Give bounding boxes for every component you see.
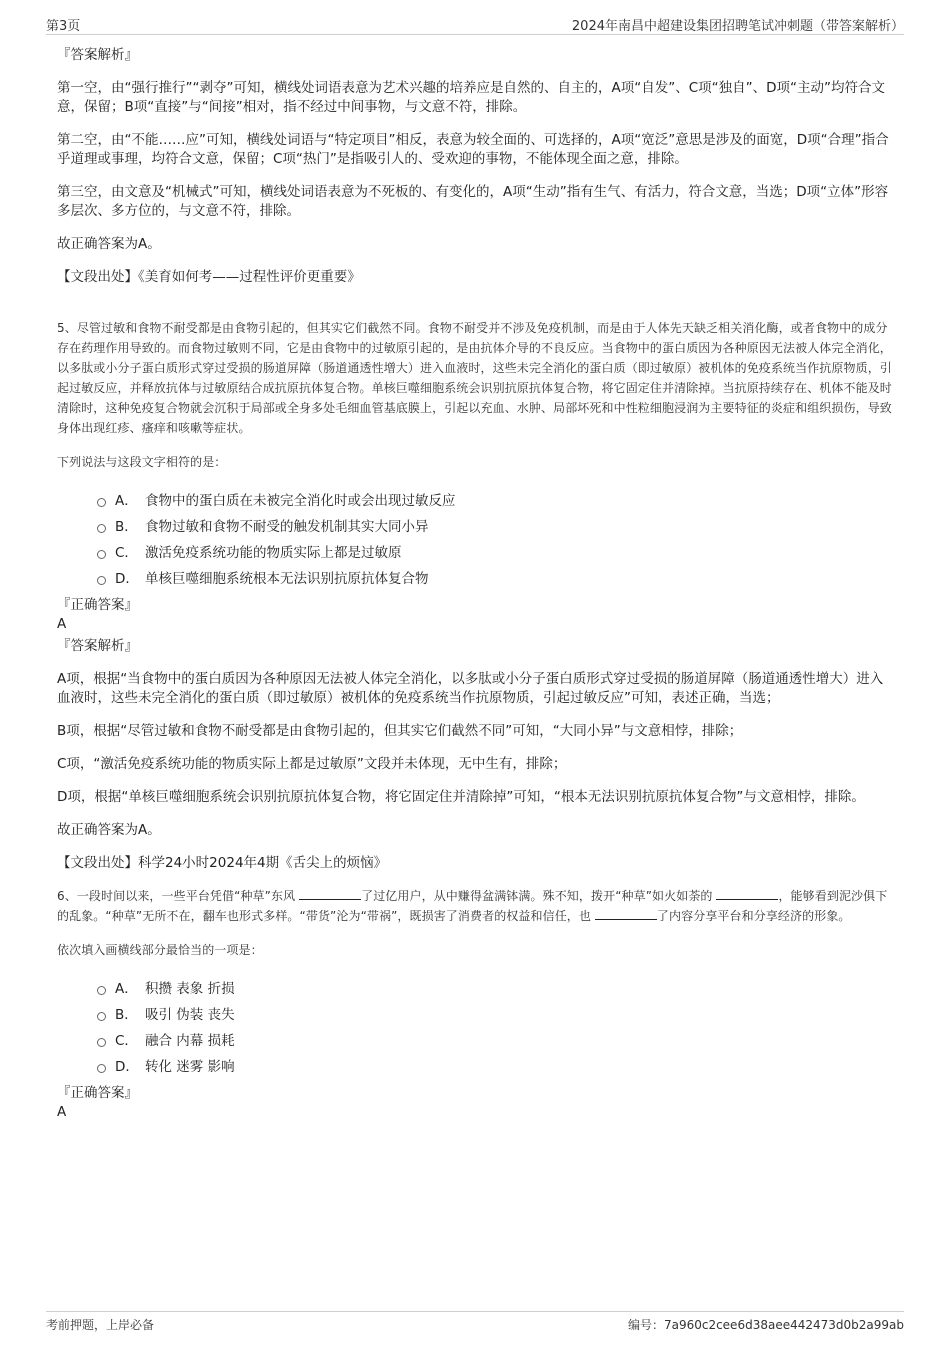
option-text: 吸引 伪装 丧失 — [145, 1007, 235, 1023]
analysis-paragraph: D项，根据“单核巨噬细胞系统会识别抗原抗体复合物，将它固定住并清除掉”可知，“根本无法识别抗原抗体复合物”与文意相悖，排除。 — [57, 789, 865, 805]
radio-icon[interactable] — [97, 524, 106, 533]
option-c[interactable] — [57, 540, 893, 566]
passage-text: 6、一段时间以来，一些平台凭借“种草”东风 — [57, 889, 300, 903]
correct-answer-tag: 『正确答案』 — [57, 1085, 138, 1101]
page-content — [57, 46, 893, 1122]
option-letter: D． — [115, 1059, 139, 1075]
correct-answer: A — [57, 616, 67, 632]
option-letter: A． — [115, 493, 138, 509]
option-letter: B． — [115, 519, 138, 535]
option-text: 积攒 表象 折损 — [145, 981, 235, 997]
question-5-passage: 5、尽管过敏和食物不耐受都是由食物引起的，但其实它们截然不同。食物不耐受并不涉及免疫机制，而是由于人体先天缺乏相关消化酶，或者食物中的成分存在药理作用导致的。而食物过敏则不同，它是由食物中的过敏原引起的，是由抗体介导的不良反应。当食物中的蛋白质因为各种原因无法被人体完全消化，以多肽或小分子蛋白质形式穿过受损的肠道屏障（肠道通透性增大）进入血液时，这些未完全消化的蛋白质（即过敏原）被机体的免疫系统当作抗原物质，引起过敏反应，并释放抗体与过敏原结合成抗原抗体复合物。单核巨噬细胞系统会识别抗原抗体复合物，将它固定住并清除掉。当抗原持续存在、机体不能及时清除时，这种免疫复合物就会沉积于局部或全身多处毛细血管基底膜上，引起以充血、水肿、局部坏死和中性粒细胞浸润为主要特征的炎症和组织损伤，导致身体出现红疹、瘙痒和咳嗽等症状。 — [57, 321, 892, 435]
option-b[interactable] — [57, 1002, 893, 1028]
radio-icon[interactable] — [97, 498, 106, 507]
question-5-prompt: 下列说法与这段文字相符的是： — [57, 455, 227, 469]
fill-blank-3 — [595, 907, 657, 920]
radio-icon[interactable] — [97, 1012, 106, 1021]
radio-icon[interactable] — [97, 1038, 106, 1047]
question-6-passage — [57, 886, 893, 926]
option-d[interactable] — [57, 1054, 893, 1080]
option-text: 融合 内幕 损耗 — [145, 1033, 235, 1049]
page-header — [46, 12, 904, 35]
option-a[interactable] — [57, 488, 893, 514]
passage-text: 了过亿用户，从中赚得盆满钵满。殊不知，拨开“种草”如火如荼的 — [361, 889, 717, 903]
passage-text: 了内容分享平台和分享经济的形象。 — [656, 909, 851, 923]
document-title: 2024年南昌中超建设集团招聘笔试冲刺题（带答案解析） — [571, 19, 904, 34]
final-answer-line: 故正确答案为A。 — [57, 236, 161, 252]
question-6-options — [57, 976, 893, 1080]
page-number: 第3页 — [46, 19, 81, 34]
analysis-paragraph: A项，根据“当食物中的蛋白质因为各种原因无法被人体完全消化，以多肽或小分子蛋白质形式穿过受损的肠道屏障（肠道通透性增大）进入血液时，这些未完全消化的蛋白质（即过敏原）被机体的免疫系统当作抗原物质，引起过敏反应”可知，表述正确，当选； — [57, 671, 884, 706]
option-letter: B． — [115, 1007, 138, 1023]
document-code: 编号：7a960c2cee6d38aee442473d0b2a99ab — [627, 1318, 904, 1332]
correct-answer-tag: 『正确答案』 — [57, 597, 138, 613]
correct-answer: A — [57, 1104, 67, 1120]
question-6-prompt: 依次填入画横线部分最恰当的一项是： — [57, 943, 263, 957]
analysis-paragraph: 第一空，由“强行推行”“剥夺”可知，横线处词语表意为艺术兴趣的培养应是自然的、自主的，A项“自发”、C项“独自”、D项“主动”均符合文意，保留；B项“直接”与“间接”相对，指不经过中间事物，与文意不符，排除。 — [57, 80, 885, 115]
option-text: 激活免疫系统功能的物质实际上都是过敏原 — [145, 545, 402, 561]
option-b[interactable] — [57, 514, 893, 540]
source-line: 【文段出处】《美育如何考——过程性评价更重要》 — [57, 269, 361, 285]
option-text: 转化 迷雾 影响 — [145, 1059, 235, 1075]
radio-icon[interactable] — [97, 1064, 106, 1073]
analysis-paragraph: B项，根据“尽管过敏和食物不耐受都是由食物引起的，但其实它们截然不同”可知，“大同小异”与文意相悖，排除； — [57, 723, 743, 739]
analysis-tag: 『答案解析』 — [57, 47, 138, 63]
footer-slogan: 考前押题，上岸必备 — [46, 1318, 155, 1332]
fill-blank-1 — [299, 887, 361, 900]
option-letter: C． — [115, 545, 138, 561]
option-a[interactable] — [57, 976, 893, 1002]
option-letter: C． — [115, 1033, 138, 1049]
option-d[interactable] — [57, 566, 893, 592]
radio-icon[interactable] — [97, 576, 106, 585]
analysis-tag: 『答案解析』 — [57, 638, 138, 654]
fill-blank-2 — [716, 887, 778, 900]
option-text: 食物过敏和食物不耐受的触发机制其实大同小异 — [145, 519, 429, 535]
question-5-options — [57, 488, 893, 592]
analysis-paragraph: 第三空，由文意及“机械式”可知，横线处词语表意为不死板的、有变化的，A项“生动”指有生气、有活力，符合文意，当选；D项“立体”形容多层次、多方位的，与文意不符，排除。 — [57, 184, 889, 219]
passage-text: ，能够看到泥沙俱下的乱象。“种草”无所不在，翻车也形式多样。“带货”沦为“带祸”，既损害了消费者的权益和信任，也 — [57, 889, 888, 923]
option-text: 单核巨噬细胞系统根本无法识别抗原抗体复合物 — [145, 571, 429, 587]
page-footer — [46, 1311, 904, 1336]
option-c[interactable] — [57, 1028, 893, 1054]
option-letter: D． — [115, 571, 139, 587]
source-line: 【文段出处】科学24小时2024年4期《舌尖上的烦恼》 — [57, 855, 388, 871]
final-answer-line: 故正确答案为A。 — [57, 822, 161, 838]
analysis-paragraph: C项，“激活免疫系统功能的物质实际上都是过敏原”文段并未体现，无中生有，排除； — [57, 756, 567, 772]
option-text: 食物中的蛋白质在未被完全消化时或会出现过敏反应 — [145, 493, 456, 509]
radio-icon[interactable] — [97, 986, 106, 995]
option-letter: A． — [115, 981, 138, 997]
analysis-paragraph: 第二空，由“不能……应”可知，横线处词语与“特定项目”相反，表意为较全面的、可选择的，A项“宽泛”意思是涉及的面宽，D项“合理”指合乎道理或事理，均符合文意，保留；C项“热门”是指吸引人的、受欢迎的事物，不能体现全面之意，排除。 — [57, 132, 889, 167]
radio-icon[interactable] — [97, 550, 106, 559]
